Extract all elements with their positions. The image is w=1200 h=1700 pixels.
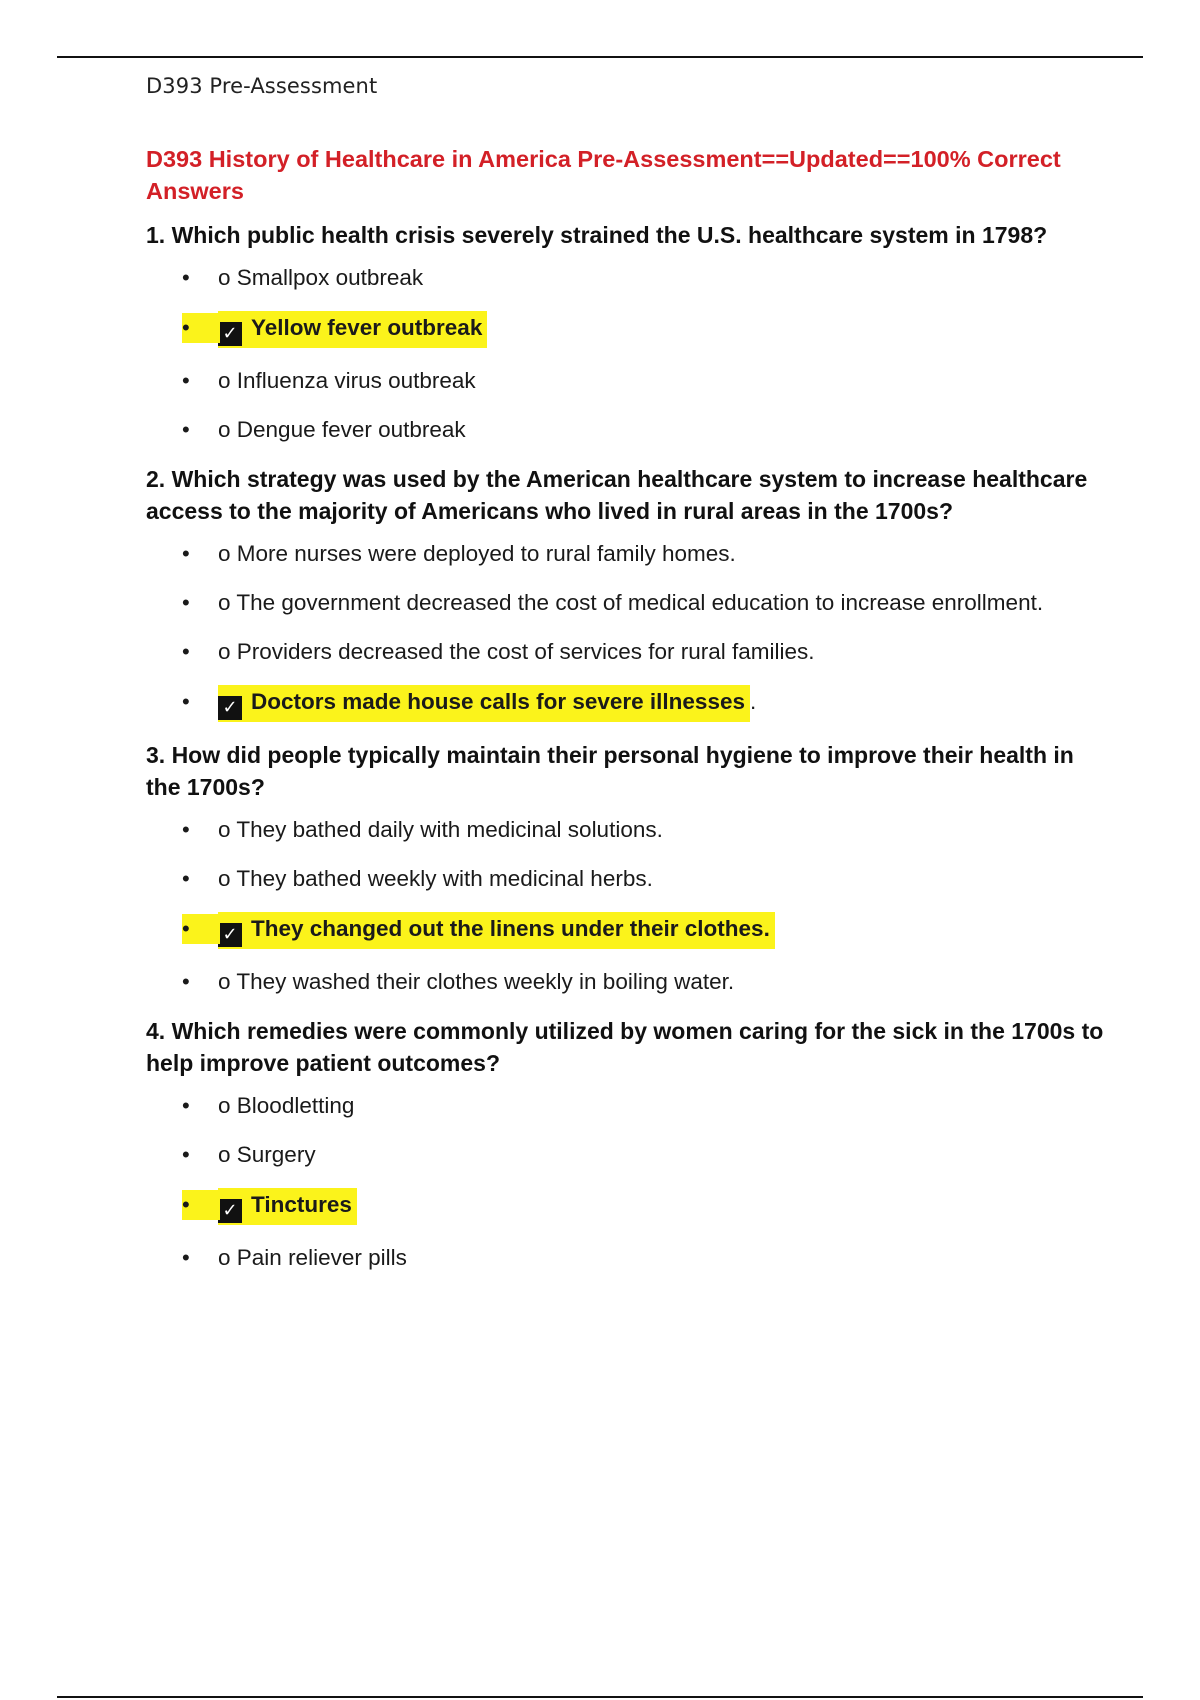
bullet-icon: • — [182, 265, 190, 290]
option-item-correct — [146, 685, 1106, 722]
question-4 — [146, 1015, 1106, 1274]
option-list — [146, 262, 1106, 446]
bullet-icon: • — [182, 1190, 220, 1220]
option-text: Yellow fever outbreak — [251, 315, 483, 340]
option-text: Dengue fever outbreak — [236, 417, 466, 442]
document-title: D393 History of Healthcare in America Pre-Assessment==Updated==100% Correct Answers — [146, 146, 1061, 204]
option-marker: o — [218, 590, 231, 615]
question-1 — [146, 219, 1106, 446]
option-text: Smallpox outbreak — [236, 265, 424, 290]
option-marker: o — [218, 639, 231, 664]
question-text: 2. Which strategy was used by the American healthcare system to increase healthcare access to the majority of Americans who lived in rural areas in the 1700s? — [146, 466, 1088, 524]
option-marker: o — [218, 1245, 231, 1270]
answer-highlight — [218, 912, 775, 949]
option-item — [146, 966, 1106, 998]
checkbox-checked-icon: ✓ — [218, 696, 242, 720]
option-text: They changed out the linens under their clothes. — [251, 916, 770, 941]
bullet-icon: • — [182, 969, 190, 994]
checkbox-checked-icon: ✓ — [218, 322, 242, 346]
bullet-icon: • — [182, 866, 190, 891]
option-list — [146, 1090, 1106, 1274]
document-body — [146, 143, 1106, 1291]
option-text: Doctors made house calls for severe illnesses — [251, 689, 745, 714]
bullet-icon: • — [182, 639, 190, 664]
running-header: D393 Pre-Assessment — [146, 74, 378, 98]
option-item — [146, 1090, 1106, 1122]
option-marker: o — [218, 866, 231, 891]
checkbox-checked-icon: ✓ — [218, 1199, 242, 1223]
option-marker: o — [218, 1142, 231, 1167]
option-marker: o — [218, 817, 231, 842]
option-item-correct — [146, 912, 1106, 949]
option-item — [146, 636, 1106, 668]
bullet-icon: • — [182, 541, 190, 566]
checkbox-checked-icon: ✓ — [218, 923, 242, 947]
footer-rule — [57, 1696, 1143, 1698]
option-marker: o — [218, 969, 231, 994]
option-item-correct — [146, 1188, 1106, 1225]
option-text: Bloodletting — [236, 1093, 355, 1118]
option-item — [146, 538, 1106, 570]
option-marker: o — [218, 1093, 231, 1118]
option-item — [146, 365, 1106, 397]
question-3 — [146, 739, 1106, 998]
option-text: Influenza virus outbreak — [236, 368, 476, 393]
option-item-correct — [146, 311, 1106, 348]
answer-highlight — [218, 1188, 357, 1225]
option-item — [146, 587, 1106, 619]
bullet-icon: • — [182, 1093, 190, 1118]
question-2 — [146, 463, 1106, 722]
question-text: 3. How did people typically maintain their personal hygiene to improve their health in the 1700s? — [146, 742, 1074, 800]
option-text: Surgery — [236, 1142, 316, 1167]
option-text: They bathed weekly with medicinal herbs. — [236, 866, 653, 891]
option-item — [146, 262, 1106, 294]
option-text: They bathed daily with medicinal solutions. — [236, 817, 663, 842]
bullet-icon: • — [182, 417, 190, 442]
option-trailing: . — [749, 689, 757, 714]
option-text: More nurses were deployed to rural family homes. — [236, 541, 736, 566]
question-text: 4. Which remedies were commonly utilized by women caring for the sick in the 1700s to help improve patient outcomes? — [146, 1018, 1104, 1076]
bullet-icon: • — [182, 1245, 190, 1270]
bullet-icon: • — [182, 313, 220, 343]
option-marker: o — [218, 368, 231, 393]
option-item — [146, 1242, 1106, 1274]
option-item — [146, 814, 1106, 846]
option-text: They washed their clothes weekly in boiling water. — [236, 969, 735, 994]
option-text: Providers decreased the cost of services for rural families. — [236, 639, 815, 664]
bullet-icon: • — [182, 689, 190, 714]
option-marker: o — [218, 541, 231, 566]
option-text: Pain reliever pills — [236, 1245, 407, 1270]
bullet-icon: • — [182, 1142, 190, 1167]
bullet-icon: • — [182, 590, 190, 615]
option-list — [146, 814, 1106, 998]
option-marker: o — [218, 417, 231, 442]
option-item — [146, 414, 1106, 446]
option-list — [146, 538, 1106, 722]
option-text: Tinctures — [251, 1192, 352, 1217]
option-item — [146, 863, 1106, 895]
header-rule — [57, 56, 1143, 58]
bullet-icon: • — [182, 368, 190, 393]
bullet-icon: • — [182, 914, 220, 944]
answer-highlight — [218, 311, 487, 348]
option-marker: o — [218, 265, 231, 290]
option-text: The government decreased the cost of medical education to increase enrollment. — [236, 590, 1044, 615]
option-item — [146, 1139, 1106, 1171]
bullet-icon: • — [182, 817, 190, 842]
question-text: 1. Which public health crisis severely strained the U.S. healthcare system in 1798? — [146, 222, 1048, 248]
answer-highlight — [218, 685, 750, 722]
